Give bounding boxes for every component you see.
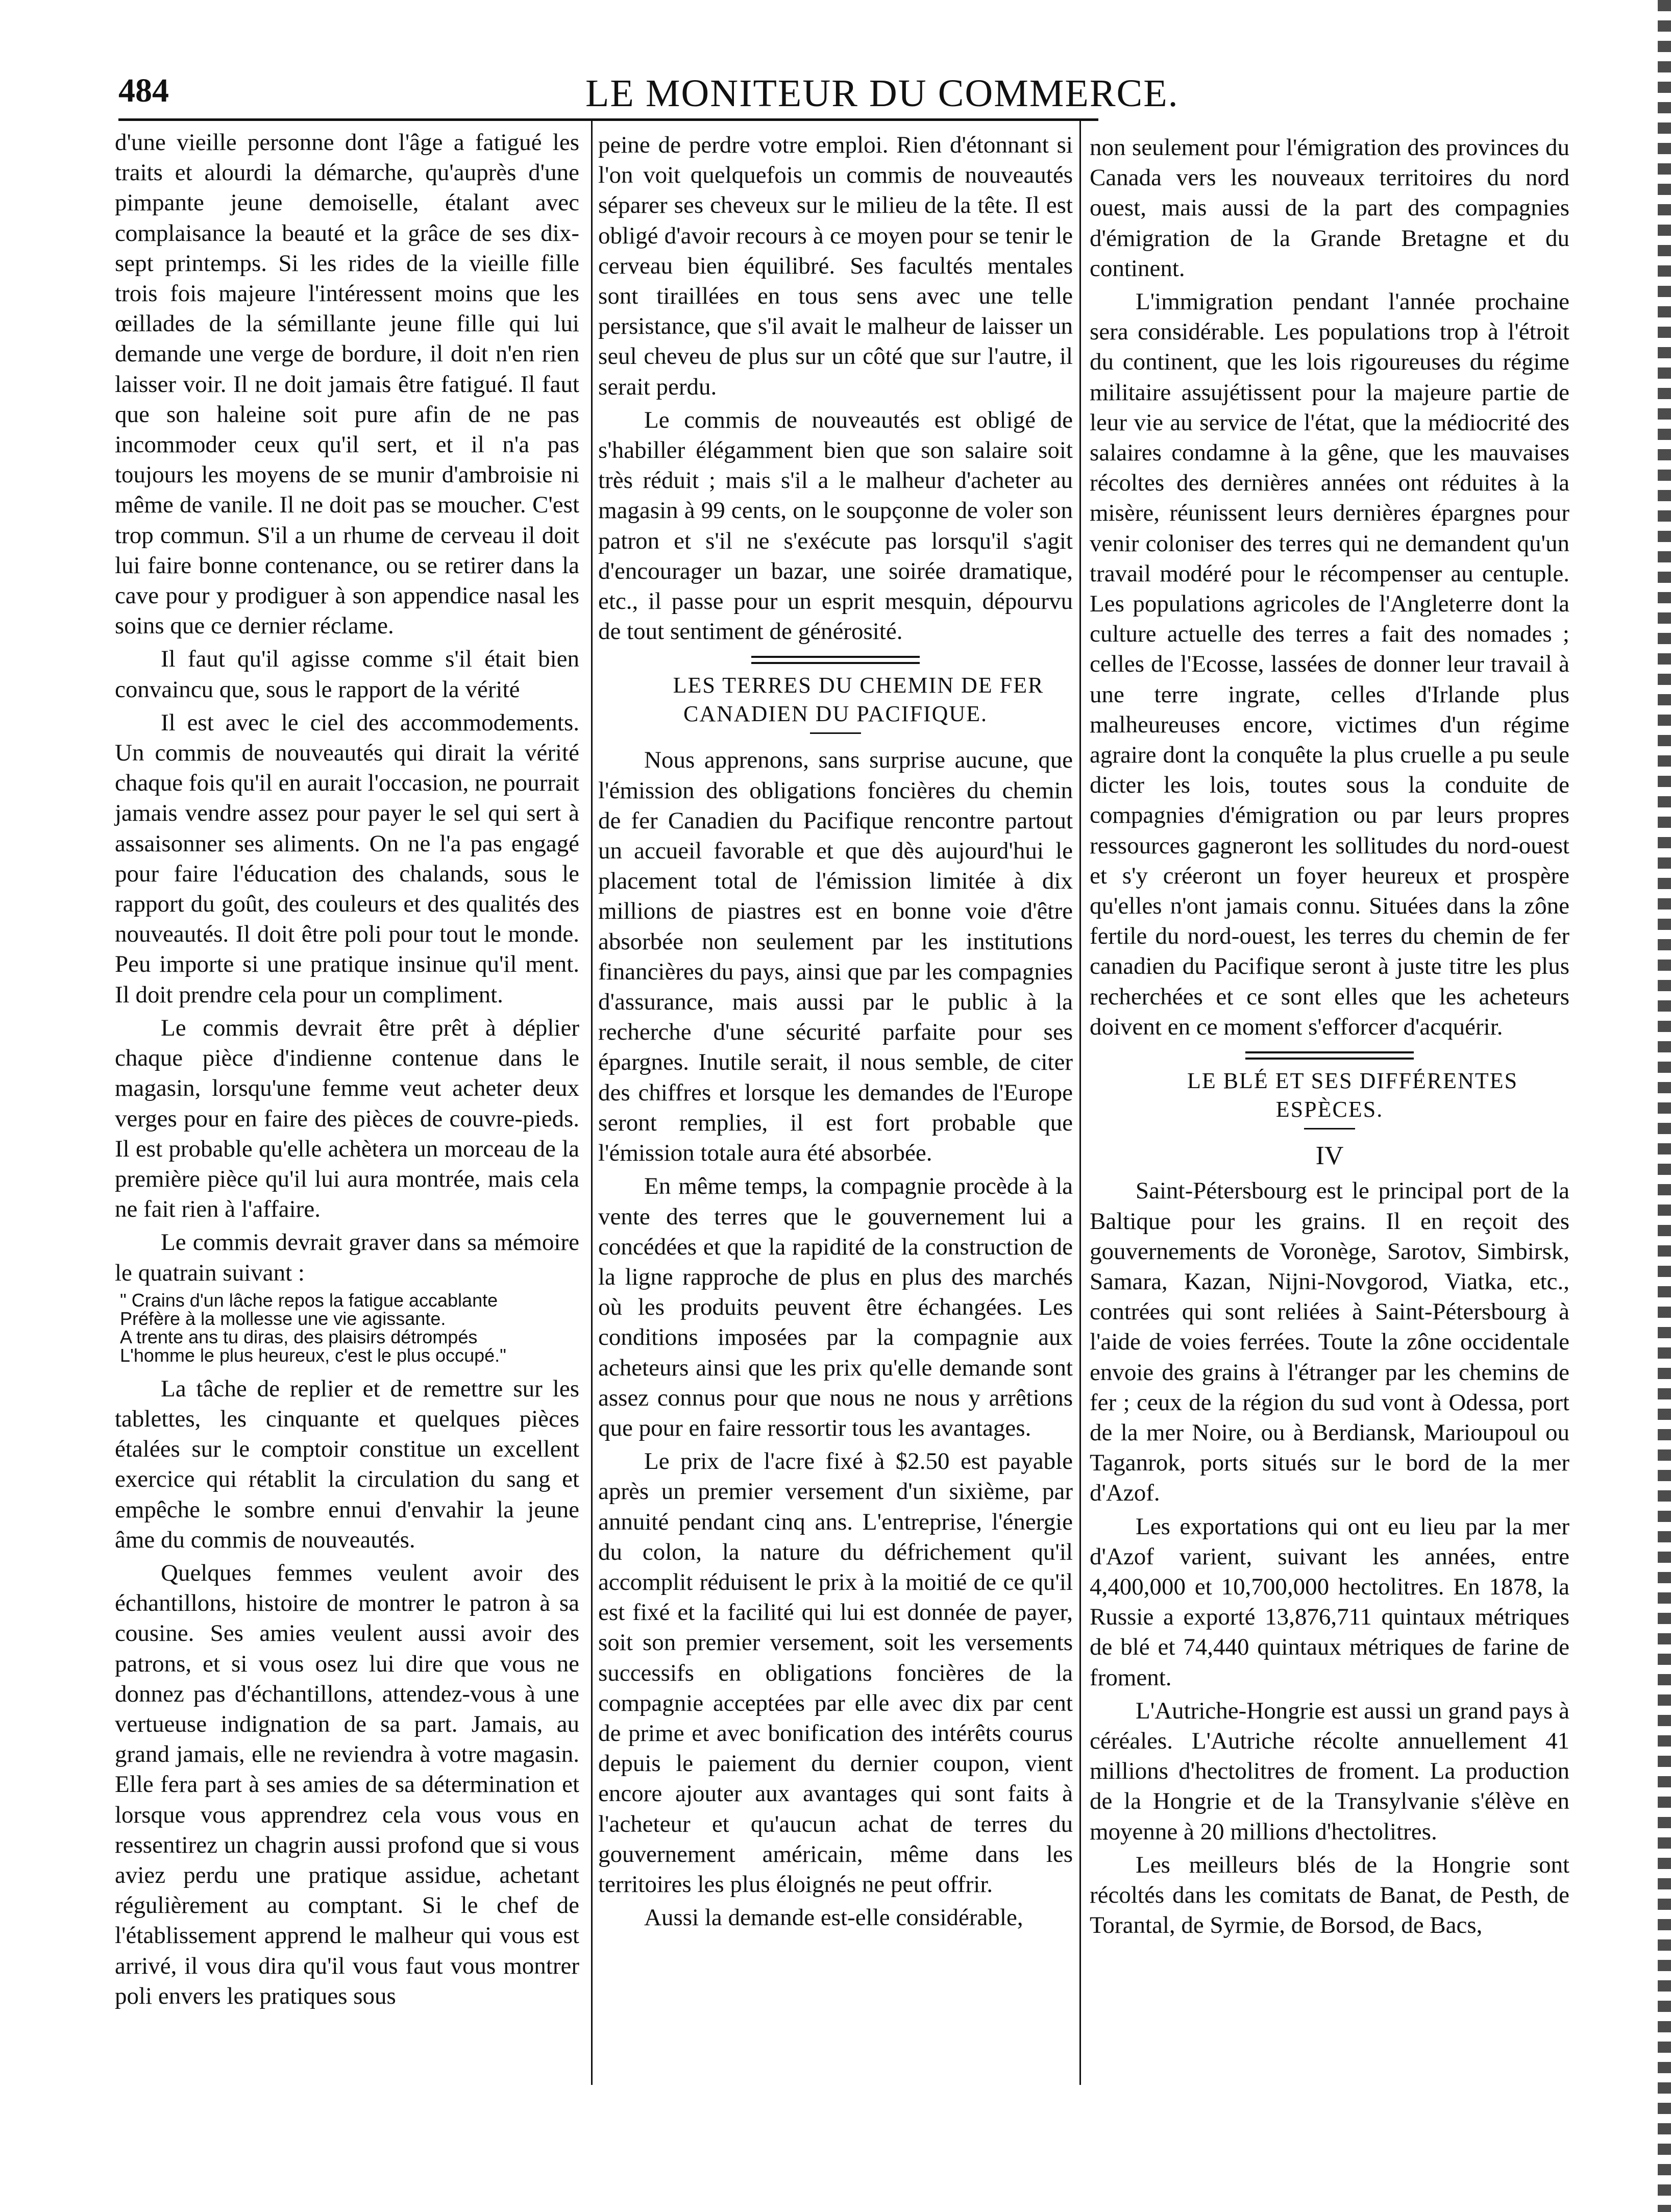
- paragraph: Le commis de nouveautés est obligé de s'habiller élégamment bien que son salaire soit très réduit ; mais s'il a le malheur d'acheter au magasin à 99 cents, on le soupçonne de voler son patron et s'il ne s'exécute pas lorsqu'il s'agit d'encourager un bazar, une soirée dramatique, etc., il passe pour un esprit mesquin, dépourvu de tout sentiment de générosité.: [598, 406, 1073, 645]
- section-number: IV: [1315, 1141, 1344, 1171]
- column-divider: [1079, 120, 1081, 2085]
- column-divider: [591, 120, 593, 2085]
- paragraph: L'immigration pendant l'année prochaine sera considérable. Les populations trop à l'étroit du continent, que les lois rigoureuses du régime militaire assujétissent pour la majeure partie de leur vie au service de l'état, que la médiocrité des salaires condamne à la gêne, que les mauvaises récoltes des dernières années ont réduites à la misère, réunissent leurs dernières épargnes pour venir coloniser des terres qui ne demandent qu'un travail modéré pour le récompenser au centuple. Les populations agricoles de l'Angleterre dont la culture actuelle des terres a fait des nomades ; celles de l'Ecosse, lassées de donner leur travail à une terre ingrate, celles d'Irlande plus malheureuses encore, victimes d'un régime agraire dont la conquête la plus cruelle a pu seule dicter les lois, toutes sous la conduite de compagnies d'émigration ou par leurs propres ressources gagneront les sollitudes du nord-ouest et s'y créeront un foyer heureux et prospère qu'elles n'ont jamais connu. Situées dans la zône fertile du nord-ouest, les terres du chemin de fer canadien du Pacifique seront à juste titre les plus recherchées et ce sont elles que les acheteurs doivent en ce moment s'efforcer d'acquérir.: [1090, 288, 1569, 1040]
- article-heading: LES TERRES DU CHEMIN DE FER CANADIEN DU PACIFIQUE.: [673, 673, 1044, 727]
- paragraph: non seulement pour l'émigration des provinces du Canada vers les nouveaux territoires du nord ouest, mais aussi de la part des compagnies d'émigration de la Grande Bretagne et du continent.: [1090, 134, 1569, 282]
- quatrain: [120, 1291, 579, 1365]
- poem-line: Préfère à la mollesse une vie agissante.: [120, 1308, 446, 1329]
- paragraph: peine de perdre votre emploi. Rien d'étonnant si l'on voit quelquefois un commis de nouveautés séparer ses cheveux sur le milieu de la tête. Il est obligé d'avoir recours à ce moyen pour se tenir le cerveau bien équilibré. Ses facultés mentales sont tiraillées en tous sens avec une telle persistance, que s'il avait le malheur de laisser un seul cheveu de plus sur un côté que sur l'autre, il serait perdu.: [598, 132, 1073, 400]
- section-rule: [1245, 1051, 1414, 1060]
- section-rule: [751, 656, 920, 664]
- paragraph: En même temps, la compagnie procède à la vente des terres que le gouvernement lui a concédées et que la rapidité de la construction de la ligne rapproche de plus en plus des marchés où les produits peuvent être échangées. Les conditions imposées par la compagnie aux acheteurs ainsi que les prix qu'elle demande sont assez connus pour que nous ne nous y arrêtions que pour en faire ressortir tous les avantages.: [598, 1173, 1073, 1441]
- paragraph: Quelques femmes veulent avoir des échantillons, histoire de montrer le patron à sa cousine. Ses amies veulent aussi avoir des patrons, et si vous osez lui dire que vous ne donnez pas d'échantillons, attendez-vous à une vertueuse indignation de sa part. Jamais, au grand jamais, elle ne reviendra à votre magasin. Elle fera part à ses amies de sa détermination et lorsque vous apprendrez cela vous vous en ressentirez un chagrin aussi profond que si vous aviez perdu une pratique assidue, achetant régulièrement au comptant. Si le chef de l'établissement apprend le malheur qui vous est arrivé, il vous dira qu'il vous faut vous montrer poli envers les pratiques sous: [115, 1559, 579, 2009]
- paragraph: Le commis devrait être prêt à déplier chaque pièce d'indienne contenue dans le magasin, lorsqu'une femme veut acheter deux verges pour en faire des pièces de couvre-pieds. Il est probable qu'elle achètera un morceau de la première pièce qu'il lui aura montrée, mais cela ne fait rien à l'affaire.: [115, 1014, 579, 1223]
- header-rule: [118, 118, 1098, 121]
- paragraph: Le prix de l'acre fixé à $2.50 est payable après un premier versement d'un sixième, par annuité pendant cinq ans. L'entreprise, l'énergie du colon, la nature du défrichement qu'il accomplit réduisent le prix à la moitié de ce qu'il est fixé et la facilité qui lui est donnée de payer, soit son premier versement, soit les versements successifs en obligations foncières de la compagnie acceptées par elle avec dix par cent de prime et avec bonification des intérêts courus depuis le paiement du dernier coupon, vient encore ajouter aux avantages qui sont faits à l'acheteur et qu'aucun achat de terres du gouvernement américain, même dans les territoires les plus éloignés ne peut offrir.: [598, 1448, 1073, 1898]
- paragraph: La tâche de replier et de remettre sur les tablettes, les cinquante et quelques pièces étalées sur le comptoir constitue un excellent exercice qui rétablit la circulation du sang et empêche le sombre ennui d'envahir la jeune âme du commis de nouveautés.: [115, 1375, 579, 1553]
- heading-rule: [1304, 1128, 1355, 1129]
- running-title: LE MONITEUR DU COMMERCE.: [585, 72, 1179, 115]
- poem-line: " Crains d'un lâche repos la fatigue accablante: [120, 1289, 498, 1311]
- page-number: 484: [118, 72, 169, 109]
- column-3: [1090, 133, 1569, 1944]
- paragraph: L'Autriche-Hongrie est aussi un grand pays à céréales. L'Autriche récolte annuellement 41 millions d'hectolitres de froment. La production de la Hongrie et de la Transylvanie s'élève en moyenne à 20 millions d'hectolitres.: [1090, 1697, 1569, 1845]
- paragraph: Saint-Pétersbourg est le principal port de la Baltique pour les grains. Il en reçoit des gouvernements de Voronège, Sarotov, Simbirsk, Samara, Kazan, Nijni-Novgorod, Viatka, etc., contrées qui sont reliées à Saint-Pétersbourg à l'aide de voies ferrées. Toute la zône occidentale envoie des grains à l'étranger par les chemins de fer ; ceux de la région du sud vont à Odessa, port de la mer Noire, ou à Berdiansk, Marioupoul ou Taganrok, ports situés sur le bord de la mer d'Azof.: [1090, 1177, 1569, 1507]
- article-heading: LE BLÉ ET SES DIFFÉRENTES ESPÈCES.: [1187, 1068, 1518, 1122]
- column-2: [598, 130, 1073, 1936]
- paragraph: Les meilleurs blés de la Hongrie sont récoltés dans les comitats de Banat, de Pesth, de Torantal, de Syrmie, de Borsod, de Bacs,: [1090, 1851, 1569, 1939]
- page-header: [118, 71, 1179, 117]
- paragraph: Aussi la demande est-elle considérable,: [644, 1904, 1023, 1931]
- paragraph: Il faut qu'il agisse comme s'il était bien convaincu que, sous le rapport de la vérité: [115, 646, 579, 703]
- scan-edge: [1658, 0, 1671, 2212]
- column-1: [115, 128, 579, 2014]
- paragraph: Il est avec le ciel des accommodements. Un commis de nouveautés qui dirait la vérité chaque fois qu'il en aurait l'occasion, ne pourrait jamais vendre assez pour payer le sel qui sert à assaisonner ses aliments. On ne l'a pas engagé pour faire l'éducation des chalands, sous le rapport du goût, des couleurs et des qualités des nouveautés. Il doit être poli pour tout le monde. Peu importe si une pratique insinue qu'il ment. Il doit prendre cela pour un compliment.: [115, 709, 579, 1008]
- poem-line: L'homme le plus heureux, c'est le plus occupé.": [120, 1344, 506, 1366]
- paragraph: Nous apprenons, sans surprise aucune, que l'émission des obligations foncières du chemin de fer Canadien du Pacifique rencontre partout un accueil favorable et que dès aujourd'hui le placement total de l'émission limitée à dix millions de piastres est en bonne voie d'être absorbée non seulement par les institutions financières du pays, ainsi que par les compagnies d'assurance, mais aussi par le public à la recherche d'une sécurité parfaite pour ses épargnes. Inutile serait, il nous semble, de citer des chiffres et lorsque les demandes de l'Europe seront remplies, il est fort probable que l'émission totale aura été absorbée.: [598, 747, 1073, 1167]
- poem-line: A trente ans tu diras, des plaisirs détrompés: [120, 1326, 478, 1347]
- paragraph: Le commis devrait graver dans sa mémoire le quatrain suivant :: [115, 1229, 579, 1286]
- paragraph: Les exportations qui ont eu lieu par la mer d'Azof varient, suivant les années, entre 4,400,000 et 10,700,000 hectolitres. En 1878, la Russie a exporté 13,876,711 quintaux métriques de blé et 74,440 quintaux métriques de farine de froment.: [1090, 1513, 1569, 1691]
- paragraph: d'une vieille personne dont l'âge a fatigué les traits et alourdi la démarche, qu'auprès d'une pimpante jeune demoiselle, étalant avec complaisance la beauté et la grâce de ses dix-sept printemps. Si les rides de la vieille fille trois fois majeure l'intéressent moins que les œillades de la sémillante jeune fille qui lui demande une verge de bordure, il doit n'en rien laisser voir. Il ne doit jamais être fatigué. Il faut que son haleine soit pure afin de ne pas incommoder ceux qu'il sert, et il n'a pas toujours les moyens de se munir d'ambroisie ni même de vanile. Il ne doit pas se moucher. C'est trop commun. S'il a un rhume de cerveau il doit lui faire bonne contenance, ou se retirer dans la cave pour y prodiguer à son appendice nasal les soins que ce dernier réclame.: [115, 129, 579, 640]
- heading-rule: [810, 732, 861, 734]
